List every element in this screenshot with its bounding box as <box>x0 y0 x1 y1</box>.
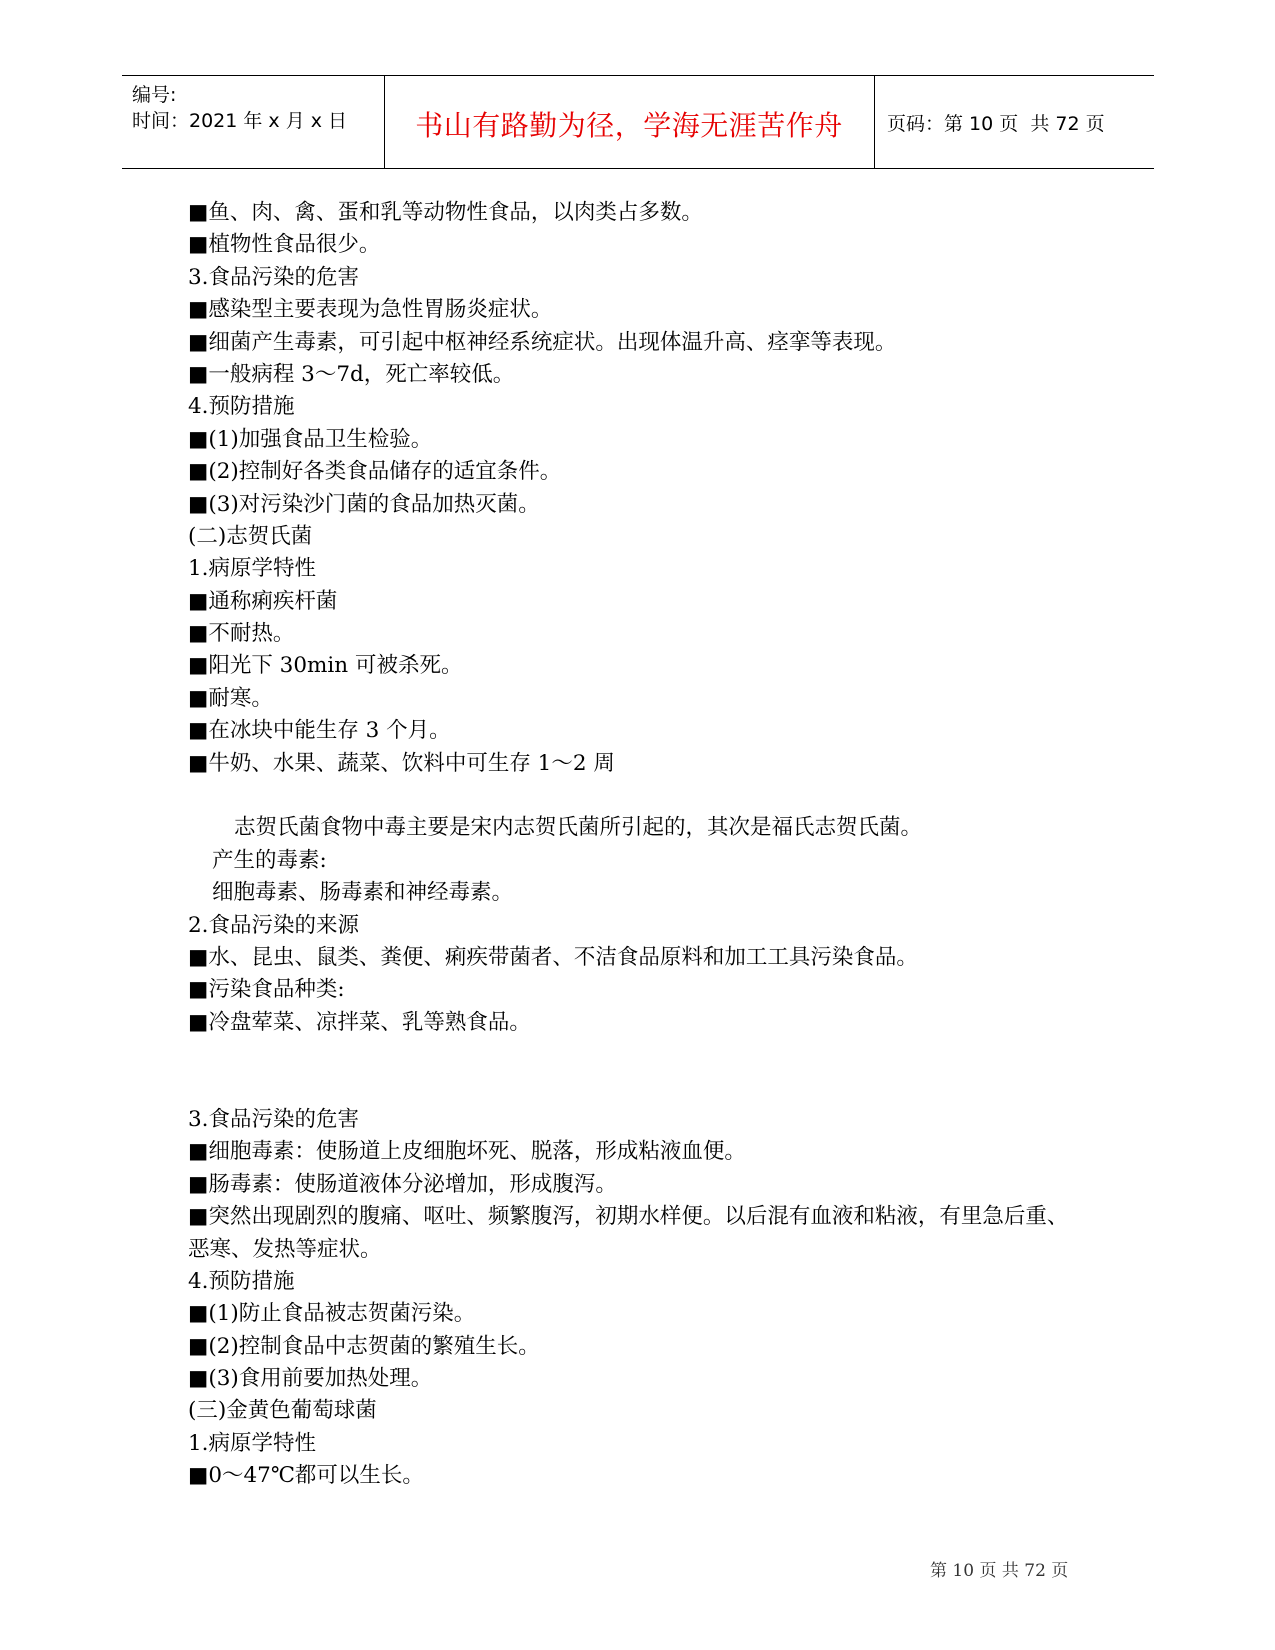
paragraph-line: 细胞毒素、肠毒素和神经毒素。 <box>212 880 514 906</box>
text-line: ■(1)加强食品卫生检验。 <box>188 426 433 452</box>
text-line: ■细胞毒素：使肠道上皮细胞坏死、脱落，形成粘液血便。 <box>188 1139 746 1165</box>
text-line: ■通称痢疾杆菌 <box>188 588 338 614</box>
page-header <box>122 75 1154 169</box>
text-line: ■阳光下 30min 可被杀死。 <box>188 653 463 679</box>
motto-text: 书山有路勤为径，学海无涯苦作舟 <box>415 109 843 142</box>
text-line: ■(1)防止食品被志贺菌污染。 <box>188 1301 476 1327</box>
section-heading: 1.病原学特性 <box>188 1430 317 1456</box>
text-line: ■水、昆虫、鼠类、粪便、痢疾带菌者、不洁食品原料和加工工具污染食品。 <box>188 944 918 970</box>
text-line: ■0～47℃都可以生长。 <box>188 1463 424 1489</box>
serial-number-label: 编号: <box>132 84 177 106</box>
text-line: ■冷盘荤菜、凉拌菜、乳等熟食品。 <box>188 1009 531 1035</box>
text-line: ■肠毒素：使肠道液体分泌增加，形成腹泻。 <box>188 1171 617 1197</box>
section-heading: 3.食品污染的危害 <box>188 264 360 290</box>
text-line: ■突然出现剧烈的腹痛、呕吐、频繁腹泻，初期水样便。以后混有血液和粘液，有里急后重、恶寒、发热等症状。 <box>188 1204 1069 1262</box>
text-line: ■一般病程 3～7d，死亡率较低。 <box>188 361 515 387</box>
spacer <box>188 780 1088 812</box>
section-heading: 4.预防措施 <box>188 1268 295 1294</box>
text-line: ■鱼、肉、禽、蛋和乳等动物性食品，以肉类占多数。 <box>188 200 703 225</box>
text-line: ■(3)食用前要加热处理。 <box>188 1366 433 1392</box>
header-page-cell <box>875 76 1154 168</box>
date-label: 时间：2021 年 x 月 x 日 <box>132 110 348 132</box>
text-line: ■(3)对污染沙门菌的食品加热灭菌。 <box>188 491 540 517</box>
text-line: ■耐寒。 <box>188 685 273 711</box>
text-line: ■(2)控制食品中志贺菌的繁殖生长。 <box>188 1333 540 1359</box>
subsection-heading: (三)金黄色葡萄球菌 <box>188 1398 377 1424</box>
section-heading: 1.病原学特性 <box>188 556 317 582</box>
document-body <box>188 197 1088 1493</box>
paragraph-line: 志贺氏菌食物中毒主要是宋内志贺氏菌所引起的，其次是福氏志贺氏菌。 <box>234 815 923 841</box>
header-motto-cell <box>384 76 875 168</box>
spacer <box>188 1039 1088 1071</box>
text-line: ■植物性食品很少。 <box>188 232 381 258</box>
subsection-heading: (二)志贺氏菌 <box>188 523 313 549</box>
page-footer: 第 10 页 共 72 页 <box>930 1561 1069 1581</box>
section-heading: 3.食品污染的危害 <box>188 1106 360 1132</box>
text-line: ■不耐热。 <box>188 621 295 647</box>
section-heading: 4.预防措施 <box>188 394 295 420</box>
text-line: ■污染食品种类: <box>188 977 345 1003</box>
text-line: ■在冰块中能生存 3 个月。 <box>188 718 451 744</box>
header-left-cell <box>122 76 385 168</box>
text-line: ■感染型主要表现为急性胃肠炎症状。 <box>188 297 553 323</box>
text-line: ■牛奶、水果、蔬菜、饮料中可生存 1～2 周 <box>188 750 615 776</box>
section-heading: 2.食品污染的来源 <box>188 912 360 938</box>
spacer <box>188 1072 1088 1104</box>
header-page-number: 页码：第 10 页 共 72 页 <box>887 113 1105 135</box>
text-line: ■细菌产生毒素，可引起中枢神经系统症状。出现体温升高、痉挛等表现。 <box>188 329 897 355</box>
paragraph-line: 产生的毒素: <box>212 847 327 873</box>
text-line: ■(2)控制好各类食品储存的适宜条件。 <box>188 459 562 485</box>
